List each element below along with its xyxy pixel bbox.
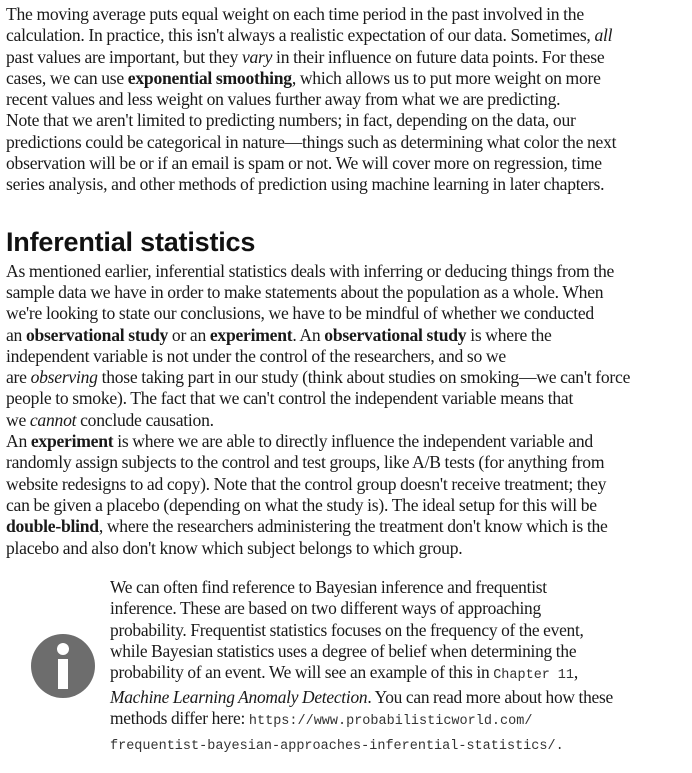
section-heading: Inferential statistics bbox=[6, 226, 256, 257]
text-line: Note that we aren't limited to predicting numbers; in fact, depending on the data, our bbox=[6, 110, 576, 131]
emphasis-cannot: cannot bbox=[29, 409, 77, 430]
emphasis-observing: observing bbox=[30, 367, 98, 388]
text-line: observation will be or if an email is spam or not. We will cover more on regression, time bbox=[6, 153, 602, 174]
text-line: The moving average puts equal weight on each time period in the past involved in the bbox=[6, 4, 584, 24]
text-line: series analysis, and other methods of prediction using machine learning in later chapters. bbox=[6, 174, 605, 195]
text-line: independent variable is not under the control of the researchers, and so we bbox=[6, 345, 506, 366]
text-line: calculation. In practice, this isn't always a realistic expectation of our data. Sometimes, all bbox=[6, 25, 613, 46]
info-icon bbox=[30, 633, 96, 699]
text-line: past values are important, but they vary in their influence on future data points. For these bbox=[6, 46, 605, 67]
text-line: website redesigns to ad copy). Note that the control group doesn't receive treatment; they bbox=[6, 473, 607, 494]
paragraph-predictions bbox=[6, 110, 686, 195]
term-exponential-smoothing: exponential smoothing bbox=[127, 67, 292, 88]
term-observational-study: observational study bbox=[25, 324, 169, 345]
term-observational-study: observational study bbox=[324, 324, 467, 345]
text-line: people to smoke). The fact that we can't control the independent variable means that bbox=[6, 388, 574, 409]
text-line: As mentioned earlier, inferential statistics deals with inferring or deducing things from the bbox=[6, 260, 615, 281]
text-line: We can often find reference to Bayesian inference and frequentist bbox=[110, 576, 547, 597]
text-line: we're looking to state our conclusions, we have to be mindful of whether we conducted bbox=[6, 303, 594, 324]
text-line: probability. Frequentist statistics focuses on the frequency of the event, bbox=[110, 619, 584, 640]
text-line: can be given a placebo (depending on what the study is). The ideal setup for this will be bbox=[6, 494, 597, 515]
info-note-text bbox=[110, 577, 686, 757]
emphasis-vary: vary bbox=[241, 46, 273, 67]
text-line: cases, we can use exponential smoothing, which allows us to put more weight on more bbox=[6, 67, 601, 88]
term-experiment: experiment bbox=[30, 431, 114, 452]
text-line: predictions could be categorical in nature—things such as determining what color the next bbox=[6, 131, 617, 152]
paragraph-inferential-intro bbox=[6, 261, 686, 431]
text-line: are observing those taking part in our study (think about studies on smoking—we can't force bbox=[6, 367, 631, 388]
chapter-reference: Chapter 11 bbox=[493, 668, 574, 684]
text-line: probability of an event. We will see an example of this in Chapter 11, bbox=[110, 662, 579, 684]
emphasis-all: all bbox=[594, 25, 613, 46]
text-line: frequentist-bayesian-approaches-inferential-statistics/. bbox=[110, 738, 564, 754]
chapter-title: Machine Learning Anomaly Detection bbox=[110, 686, 368, 707]
text-line: double-blind, where the researchers administering the treatment don't know which is the bbox=[6, 516, 608, 537]
text-line: we cannot conclude causation. bbox=[6, 409, 214, 430]
text-line: inference. These are based on two different ways of approaching bbox=[110, 598, 541, 619]
text-line: placebo and also don't know which subject belongs to which group. bbox=[6, 537, 463, 558]
text-line: recent values and less weight on values further away from what we are predicting. bbox=[6, 89, 561, 110]
text-line: sample data we have in order to make statements about the population as a whole. When bbox=[6, 281, 604, 302]
text-line: while Bayesian statistics uses a degree of belief when determining the bbox=[110, 641, 577, 662]
info-note bbox=[6, 577, 686, 757]
text-line: randomly assign subjects to the control and test groups, like A/B tests (for anything from bbox=[6, 452, 605, 473]
url-link-part-2[interactable]: frequentist-bayesian-approaches-inferential-statistics/ bbox=[110, 738, 556, 754]
paragraph-moving-average bbox=[6, 4, 686, 110]
text-line: an observational study or an experiment. An observational study is where the bbox=[6, 324, 552, 345]
text-line: Machine Learning Anomaly Detection. You can read more about how these bbox=[110, 686, 613, 707]
term-experiment: experiment bbox=[209, 324, 293, 345]
url-link-part-1[interactable]: https://www.probabilisticworld.com/ bbox=[248, 714, 533, 730]
term-double-blind: double-blind bbox=[6, 516, 99, 537]
text-line: methods differ here: https://www.probabilisticworld.com/ bbox=[110, 708, 533, 730]
text-line: An experiment is where we are able to directly influence the independent variable and bbox=[6, 431, 593, 452]
paragraph-experiment bbox=[6, 431, 686, 559]
